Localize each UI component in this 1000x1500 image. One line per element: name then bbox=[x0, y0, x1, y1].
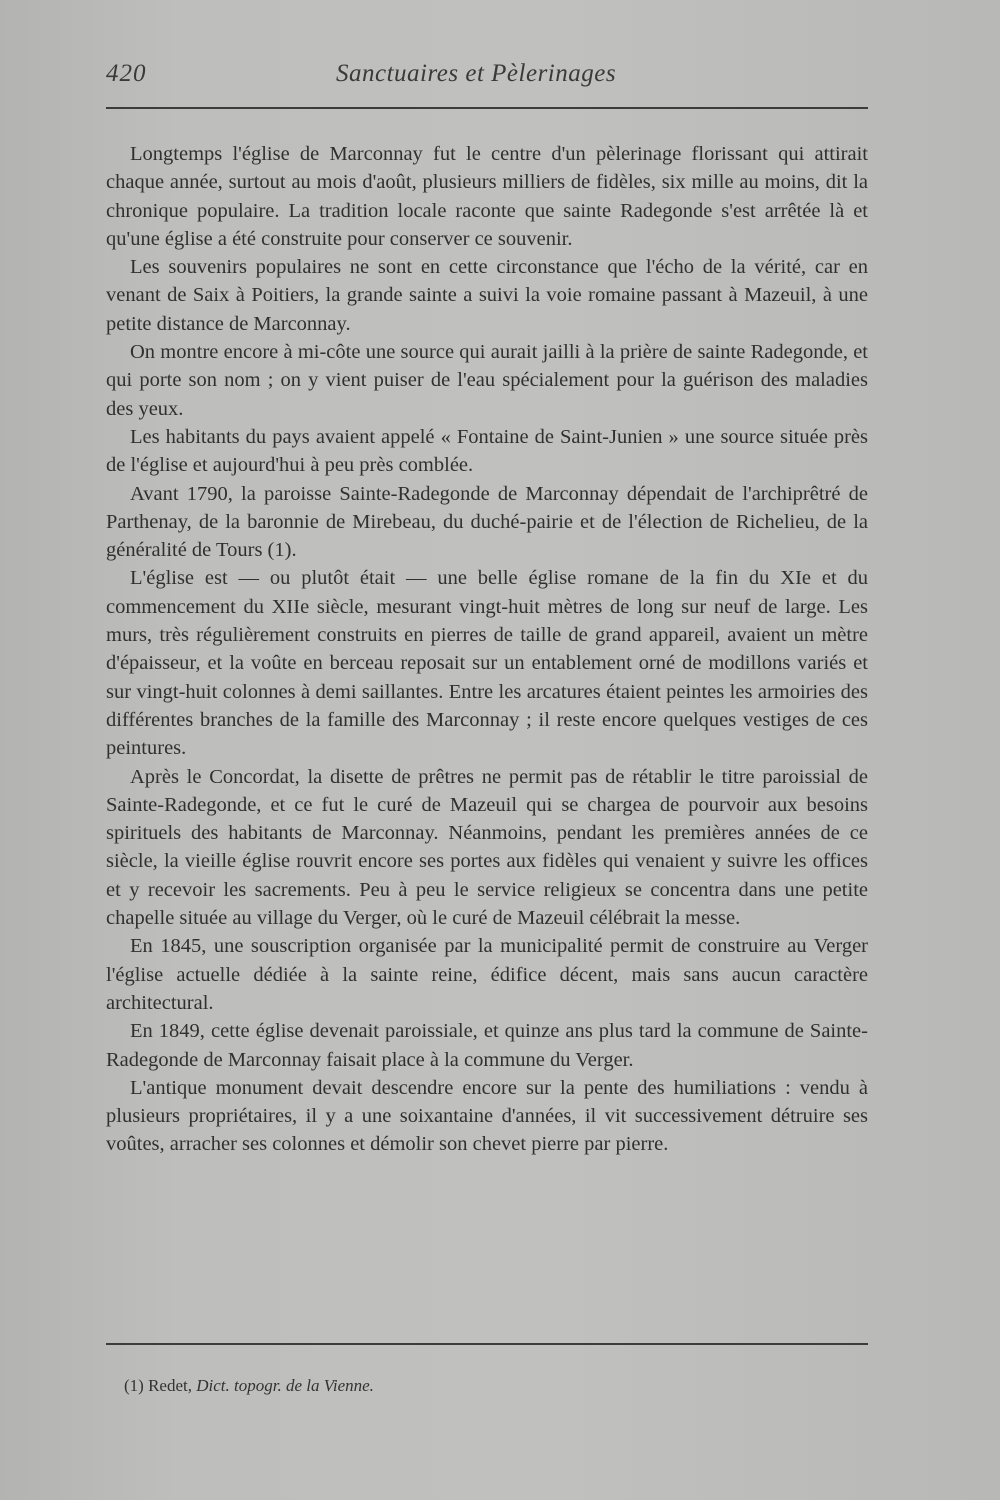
paragraph: Après le Concordat, la disette de prêtres ne permit pas de rétablir le titre paroissial de Sainte-Radegonde, et ce fut le curé de Mazeuil qui se chargea de pourvoir aux besoins spirituels des habitants de Marconnay. Néanmoins, pendant les premières années de ce siècle, la vieille église rouvrit encore ses portes aux fidèles qui venaient y suivre les offices et y recevoir les sacrements. Peu à peu le service religieux se concentra dans une petite chapelle située au village du Verger, où le curé de Mazeuil célébrait la messe. bbox=[106, 765, 868, 930]
page-number: 420 bbox=[106, 60, 147, 87]
page-header bbox=[106, 56, 866, 96]
footnote-marker: (1) bbox=[124, 1376, 144, 1395]
footnote-title-part1: Dict. topogr. bbox=[196, 1376, 282, 1395]
body-text bbox=[106, 140, 868, 1159]
paragraph: On montre encore à mi-côte une source qui aurait jailli à la prière de sainte Radegonde, et qui porte son nom ; on y vient puiser de l'eau spécialement pour la guérison des maladies des yeux. bbox=[106, 341, 868, 420]
running-title: Sanctuaires et Pèlerinages bbox=[336, 60, 617, 87]
paragraph: L'église est — ou plutôt était — une belle église romane de la fin du XIe et du commencement du XIIe siècle, mesurant vingt-huit mètres de long sur neuf de large. Les murs, très régulièrement construits en pierres de taille de grand appareil, avaient un mètre d'épaisseur, et la voûte en berceau reposait sur un entablement orné de modillons variés et sur vingt-huit colonnes à demi saillantes. Entre les arcatures étaient peintes les armoiries des différentes branches de la famille des Marconnay ; il reste encore quelques vestiges de ces peintures. bbox=[106, 567, 868, 760]
paragraph: En 1849, cette église devenait paroissiale, et quinze ans plus tard la commune de Sainte-Radegonde de Marconnay faisait place à la commune du Verger. bbox=[106, 1020, 868, 1071]
footnote bbox=[124, 1376, 374, 1396]
paragraph: L'antique monument devait descendre encore sur la pente des humiliations : vendu à plusieurs propriétaires, il y a une soixantaine d'années, il vit successivement détruire ses voûtes, arracher ses colonnes et démolir son chevet pierre par pierre. bbox=[106, 1076, 868, 1156]
footnote-rule bbox=[106, 1343, 868, 1345]
paragraph: Longtemps l'église de Marconnay fut le centre d'un pèlerinage florissant qui attirait chaque année, surtout au mois d'août, plusieurs milliers de fidèles, six mille au moins, dit la chronique populaire. La tradition locale raconte que sainte Radegonde s'est arrêtée là et qu'une église a été construite pour conserver ce souvenir. bbox=[106, 143, 868, 250]
paragraph: Avant 1790, la paroisse Sainte-Radegonde de Marconnay dépendait de l'archiprêtré de Parthenay, de la baronnie de Mirebeau, du duché-pairie et de l'élection de Richelieu, de la généralité de Tours (1). bbox=[106, 482, 868, 562]
paragraph: En 1845, une souscription organisée par la municipalité permit de construire au Verger l'église actuelle dédiée à la sainte reine, édifice décent, mais sans aucun caractère architectural. bbox=[106, 935, 868, 1014]
header-rule bbox=[106, 107, 868, 109]
paragraph: Les souvenirs populaires ne sont en cette circonstance que l'écho de la vérité, car en venant de Saix à Poitiers, la grande sainte a suivi la voie romaine passant à Mazeuil, à une petite distance de Marconnay. bbox=[106, 256, 868, 335]
paragraph: Les habitants du pays avaient appelé « Fontaine de Saint-Junien » une source située près de l'église et aujourd'hui à peu près comblée. bbox=[106, 425, 868, 477]
footnote-author: Redet, bbox=[148, 1376, 192, 1395]
footnote-title-part2: Vienne. bbox=[323, 1376, 374, 1395]
footnote-connector: de la bbox=[285, 1376, 320, 1395]
